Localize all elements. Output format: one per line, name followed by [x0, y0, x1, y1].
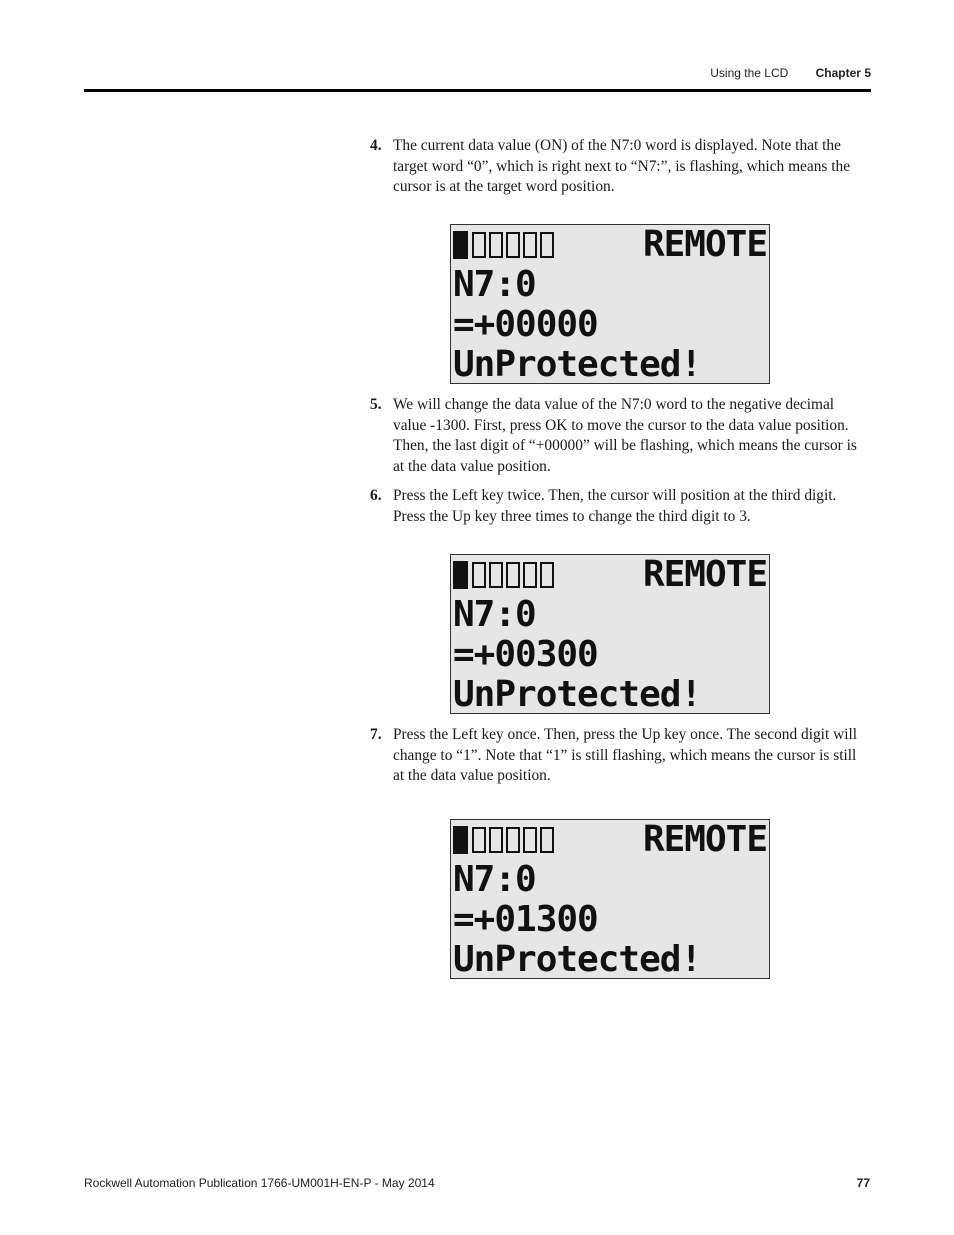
lcd-mode-label: REMOTE: [642, 554, 767, 595]
step-number: 7.: [370, 726, 382, 743]
lcd-status-row: [453, 820, 767, 860]
lcd-status-row: [453, 555, 767, 595]
step-number: 4.: [370, 137, 382, 154]
cursor-block-icon: [453, 826, 468, 854]
header-chapter: Chapter 5: [815, 66, 871, 80]
empty-block-icon: [523, 562, 537, 588]
step-text: Press the Left key twice. Then, the cursor will position at the third digit. Press the Up key three times to change the third digit to 3.: [393, 487, 837, 525]
footer-page-number: 77: [856, 1176, 870, 1190]
empty-block-icon: [523, 827, 537, 853]
header-rule: [84, 89, 871, 92]
lcd-protection-line: UnProtected!: [453, 344, 702, 385]
step-text: We will change the data value of the N7:0 word to the negative decimal value -1300. First, press OK to move the cursor to the data value position. Then, the last digit of “+00000” will be flashing, which means the cursor is at the data value position.: [393, 396, 857, 475]
step-text: Press the Left key once. Then, press the Up key once. The second digit will change to “1”. Note that “1” is still flashing, which means the cursor is still at the data value position.: [393, 726, 858, 784]
header-section-title: Using the LCD: [710, 66, 789, 80]
cursor-block-icon: [453, 231, 468, 259]
empty-block-icon: [540, 827, 554, 853]
lcd-value-line: =+00000: [453, 304, 598, 345]
lcd-mode-label: REMOTE: [642, 819, 767, 860]
step-number: 5.: [370, 396, 382, 413]
lcd-status-row: [453, 225, 767, 265]
footer-publication: Rockwell Automation Publication 1766-UM001H-EN-P - May 2014: [84, 1176, 435, 1190]
step-text: The current data value (ON) of the N7:0 word is displayed. Note that the target word “0”, which is right next to “N7:”, is flashing, which means the cursor is at the target word position.: [393, 137, 851, 195]
empty-block-icon: [540, 562, 554, 588]
empty-block-icon: [489, 827, 503, 853]
empty-block-icon: [506, 232, 520, 258]
step-6: [370, 486, 870, 527]
empty-block-icon: [472, 827, 486, 853]
step-5: [370, 395, 870, 477]
lcd-address-line: N7:0: [453, 264, 536, 305]
empty-block-icon: [540, 232, 554, 258]
lcd-protection-line: UnProtected!: [453, 674, 702, 715]
lcd-protection-line: UnProtected!: [453, 939, 702, 980]
lcd-address-line: N7:0: [453, 594, 536, 635]
step-4: [370, 136, 870, 198]
lcd-screen-3: [450, 819, 770, 979]
lcd-screen-1: [450, 224, 770, 384]
empty-block-icon: [523, 232, 537, 258]
empty-block-icon: [489, 562, 503, 588]
cursor-block-icon: [453, 561, 468, 589]
empty-block-icon: [489, 232, 503, 258]
lcd-value-line: =+00300: [453, 634, 598, 675]
step-7: [370, 725, 870, 787]
lcd-address-line: N7:0: [453, 859, 536, 900]
empty-block-icon: [506, 827, 520, 853]
lcd-screen-2: [450, 554, 770, 714]
empty-block-icon: [472, 232, 486, 258]
step-number: 6.: [370, 487, 382, 504]
empty-block-icon: [472, 562, 486, 588]
lcd-value-line: =+01300: [453, 899, 598, 940]
page-header: [710, 66, 871, 80]
lcd-mode-label: REMOTE: [642, 224, 767, 265]
empty-block-icon: [506, 562, 520, 588]
